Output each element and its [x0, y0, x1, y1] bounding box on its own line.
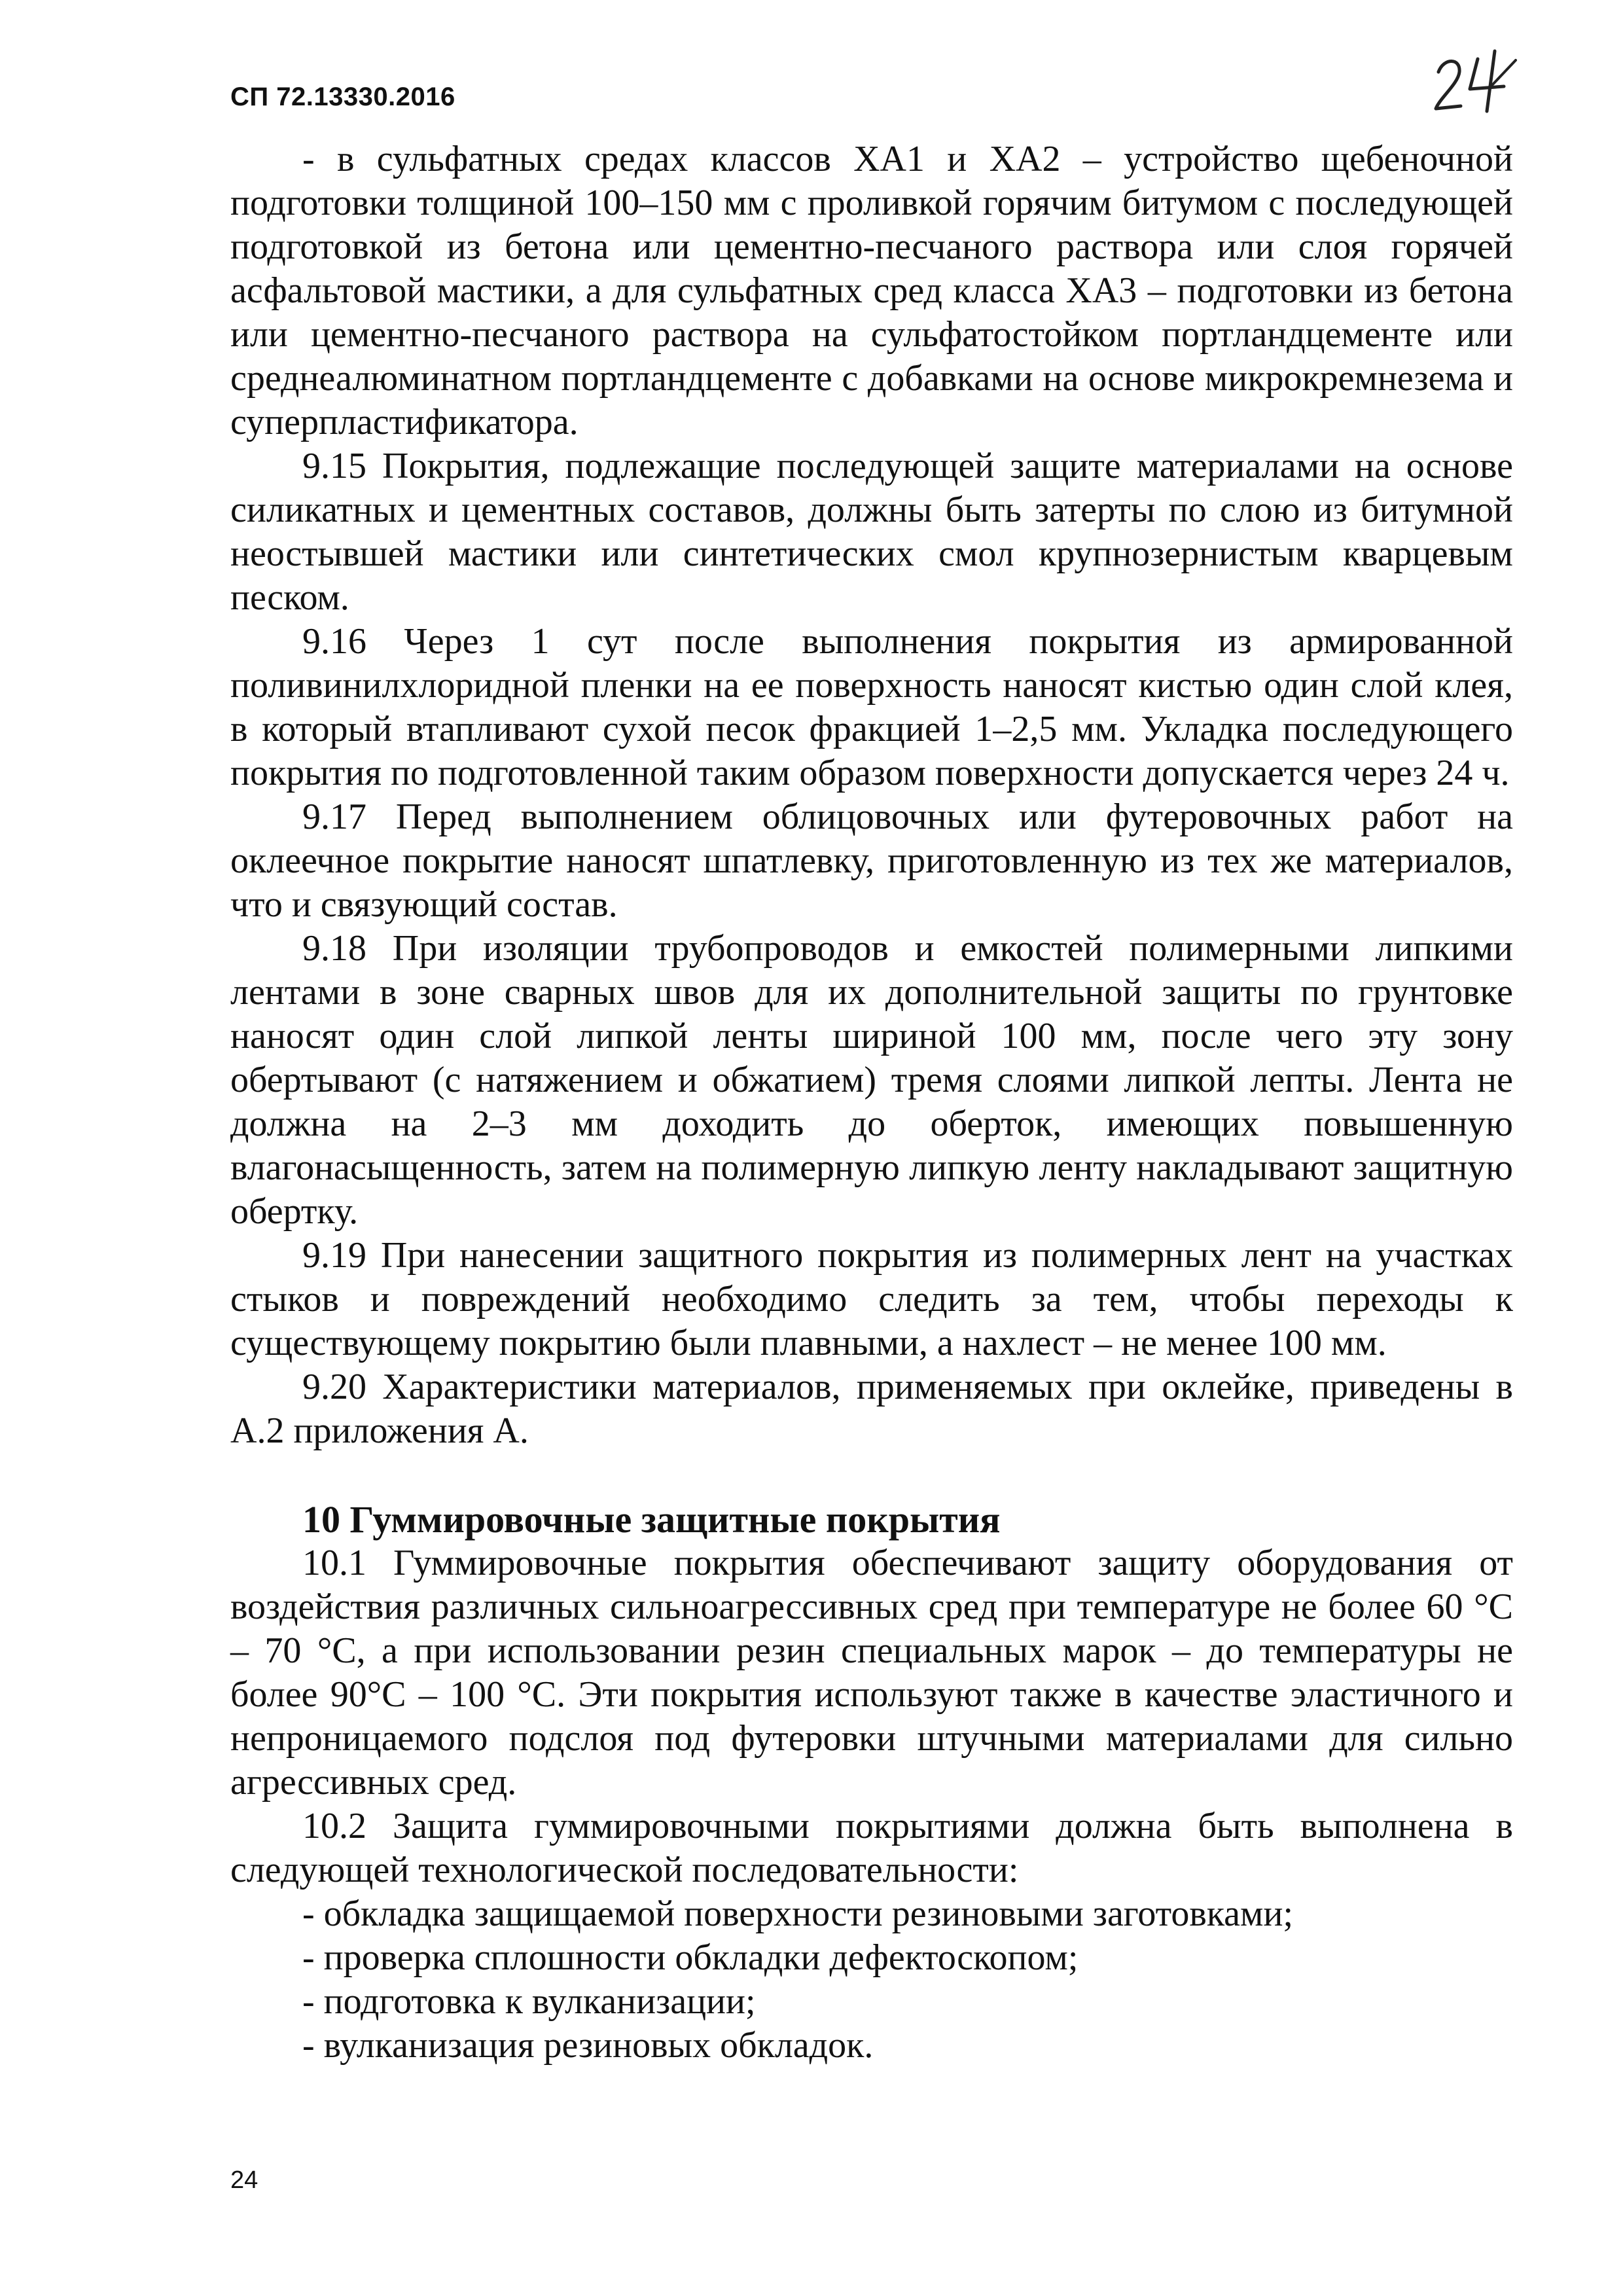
paragraph-9-19: 9.19 При нанесении защитного покрытия из полимерных лент на участках стыков и повреждений необходимо следить за тем, чтобы переходы к существующему покрытию были плавными, а нахлест – не менее 100 мм. — [230, 1235, 1513, 1363]
list-item: - вулканизация резиновых обкладок. — [302, 2025, 874, 2066]
paragraph-9-16: 9.16 Через 1 сут после выполнения покрытия из армированной поливинилхлоридной пленки на ее поверхность наносят кистью один слой клея, в который втапливают сухой песок фракцией 1–2,5 мм. Укладка последующего покрытия по подготовленной таким образом поверхности допускается через 24 ч. — [230, 621, 1513, 793]
paragraph-sulfate-environments: - в сульфатных средах классов ХА1 и ХА2 – устройство щебеночной подготовки толщиной 100–150 мм с проливкой горячим битумом с последующей подготовкой из бетона или цементно-песчаного раствора или слоя горячей асфальтовой мастики, а для сульфатных сред класса ХА3 – подготовки из бетона или цементно-песчаного раствора на сульфатостойком портландцементе или среднеалюминатном портландцементе с добавками на основе микрокремнезема и суперпластификатора. — [230, 139, 1513, 442]
process-steps-list — [230, 1892, 1513, 2068]
section-10-heading: 10 Гуммировочные защитные покрытия — [302, 1498, 1001, 1541]
paragraph-10-1: 10.1 Гуммировочные покрытия обеспечивают защиту оборудования от воздействия различных сильноагрессивных сред при температуре не более 60 °С – 70 °С, а при использовании резин специальных марок – до температуры не более 90°С – 100 °С. Эти покрытия используют также в качестве эластичного и непроницаемого подслоя под футеровки штучными материалами для сильно агрессивных сред. — [230, 1543, 1513, 1803]
paragraph-9-17: 9.17 Перед выполнением облицовочных или футеровочных работ на оклеечное покрытие наносят шпатлевку, приготовленную из тех же материалов, что и связующий состав. — [230, 797, 1513, 925]
list-item: - обкладка защищаемой поверхности резиновыми заготовками; — [302, 1893, 1293, 1934]
list-item: - подготовка к вулканизации; — [302, 1981, 756, 2022]
handwritten-page-number — [1427, 46, 1525, 118]
document-body — [230, 137, 1513, 2068]
list-item: - проверка сплошности обкладки дефектоскопом; — [302, 1937, 1079, 1978]
paragraph-9-20: 9.20 Характеристики материалов, применяемых при оклейке, приведены в А.2 приложения А. — [230, 1367, 1513, 1451]
paragraph-10-2: 10.2 Защита гуммировочными покрытиями должна быть выполнена в следующей технологической последовательности: — [230, 1806, 1513, 1890]
paragraph-9-18: 9.18 При изоляции трубопроводов и емкостей полимерными липкими лентами в зоне сварных швов для их дополнительной защиты по грунтовке наносят один слой липкой ленты шириной 100 мм, после чего эту зону обертывают (с натяжением и обжатием) тремя слоями липкой лепты. Лента не должна на 2–3 мм доходить до оберток, имеющих повышенную влагонасыщенность, затем на полимерную липкую ленту накладывают защитную обертку. — [230, 928, 1513, 1232]
page-number: 24 — [230, 2166, 259, 2194]
paragraph-9-15: 9.15 Покрытия, подлежащие последующей защите материалами на основе силикатных и цементных составов, должны быть затерты по слою из битумной неостывшей мастики или синтетических смол крупнозернистым кварцевым песком. — [230, 446, 1513, 618]
document-code: СП 72.13330.2016 — [230, 82, 455, 111]
